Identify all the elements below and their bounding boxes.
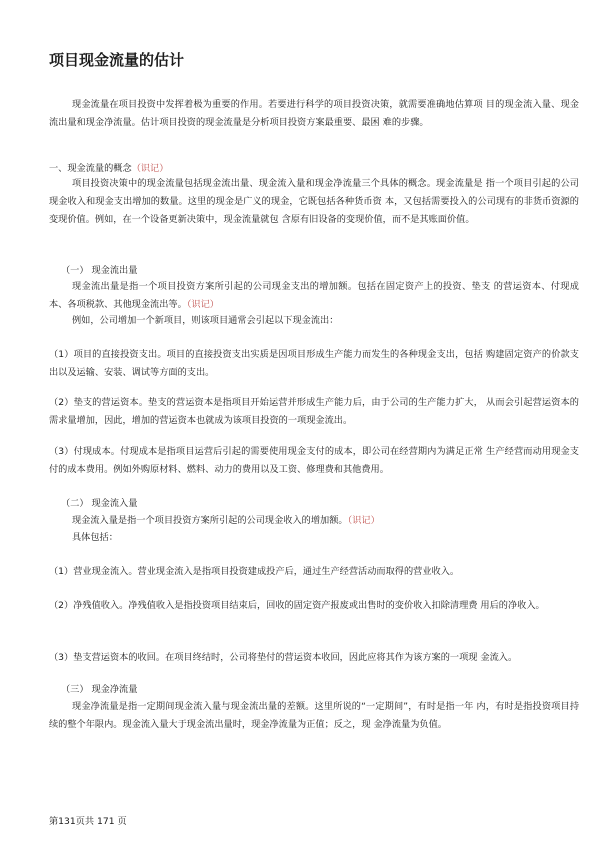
sub3-heading: （三） 现金净流量 xyxy=(61,684,138,695)
sub3-definition: 现金净流量是指一定期间现金流入量与现金流出量的差额。这里所说的“一定期间”，有时是指一年 内，有时是指投资项目持续的整个年限内。现金流入量大于现金流出量时，现金净流量为正值；反之，现 金净流量为负值。 xyxy=(49,701,579,730)
sub2-definition-text: 现金流入量是指一个项目投资方案所引起的公司现金收入的增加额。 xyxy=(72,515,348,526)
section1-body: 项目投资决策中的现金流量包括现金流出量、现金流入量和现金净流量三个具体的概念。现金流量是 指一个项目引起的公司现金收入和现金支出增加的数量。这里的现金是广义的现金，它既包括各种货币资 本，又包括需要投入的公司现有的非货币资源的变现价值。例如，在一个设备更新决策中，现金流量就包 含原有旧设备的变现价值，而不是其账面价值。 xyxy=(49,178,579,225)
sub2-definition-note: （识记） xyxy=(347,515,380,526)
sub2-item-1: （1）营业现金流入。营业现金流入是指项目投资建成投产后，通过生产经营活动而取得的营业收入。 xyxy=(49,566,460,577)
sub1-definition-text: 现金流出量是指一个项目投资方案所引起的公司现金支出的增加额。包括在固定资产上的投资、垫支 的营运资本、付现成本、各项税款、其他现金流出等。 xyxy=(49,281,579,310)
sub1-definition xyxy=(49,278,579,314)
sub1-item-2: （2）垫支的营运资本。垫支的营运资本是指项目开始运营并形成生产能力后，由于公司的生产能力扩大， 从而会引起营运资本的需求量增加，因此，增加的营运资本也就成为该项目投资的一项现金流出。 xyxy=(49,397,579,426)
section1-heading-note: （识记） xyxy=(131,163,169,174)
sub1-definition-note: （识记） xyxy=(186,299,219,310)
sub2-heading: （二） 现金流入量 xyxy=(61,498,138,509)
sub1-item-3: （3）付现成本。付现成本是指项目运营后引起的需要使用现金支付的成本，即公司在经营期内为满足正常 生产经营而动用现金支付的成本费用。例如外购原材料、燃料、动力的费用以及工资、修理费和其他费用。 xyxy=(49,446,579,475)
section1-heading xyxy=(49,162,168,175)
sub2-item-2: （2）净残值收入。净残值收入是指投资项目结束后，回收的固定资产报废或出售时的变价收入扣除清理费 用后的净收入。 xyxy=(49,600,545,611)
page-title: 项目现金流量的估计 xyxy=(49,51,185,69)
sub2-includes: 具体包括： xyxy=(72,532,118,543)
intro-paragraph: 现金流量在项目投资中发挥着极为重要的作用。若要进行科学的项目投资决策，就需要准确地估算项 目的现金流入量、现金流出量和现金净流量。估计项目投资的现金流量是分析项目投资方案最重要、最困 难的步骤。 xyxy=(49,99,579,128)
sub2-definition xyxy=(72,514,380,527)
sub2-item-3: （3）垫支营运资本的收回。在项目终结时，公司将垫付的营运资本收回，因此应将其作为该方案的一项现 金流入。 xyxy=(49,652,518,663)
section1-heading-text: 一、现金流量的概念 xyxy=(49,163,132,174)
sub1-heading: （一） 现金流出量 xyxy=(61,265,138,276)
sub1-item-1: （1）项目的直接投资支出。项目的直接投资支出实质是因项目形成生产能力而发生的各种现金支出，包括 购建固定资产的价款支出以及运输、安装、调试等方面的支出。 xyxy=(49,349,579,378)
page-footer: 第131页共 171 页 xyxy=(49,816,127,827)
sub1-example: 例如，公司增加一个新项目，则该项目通常会引起以下现金流出： xyxy=(72,315,339,326)
